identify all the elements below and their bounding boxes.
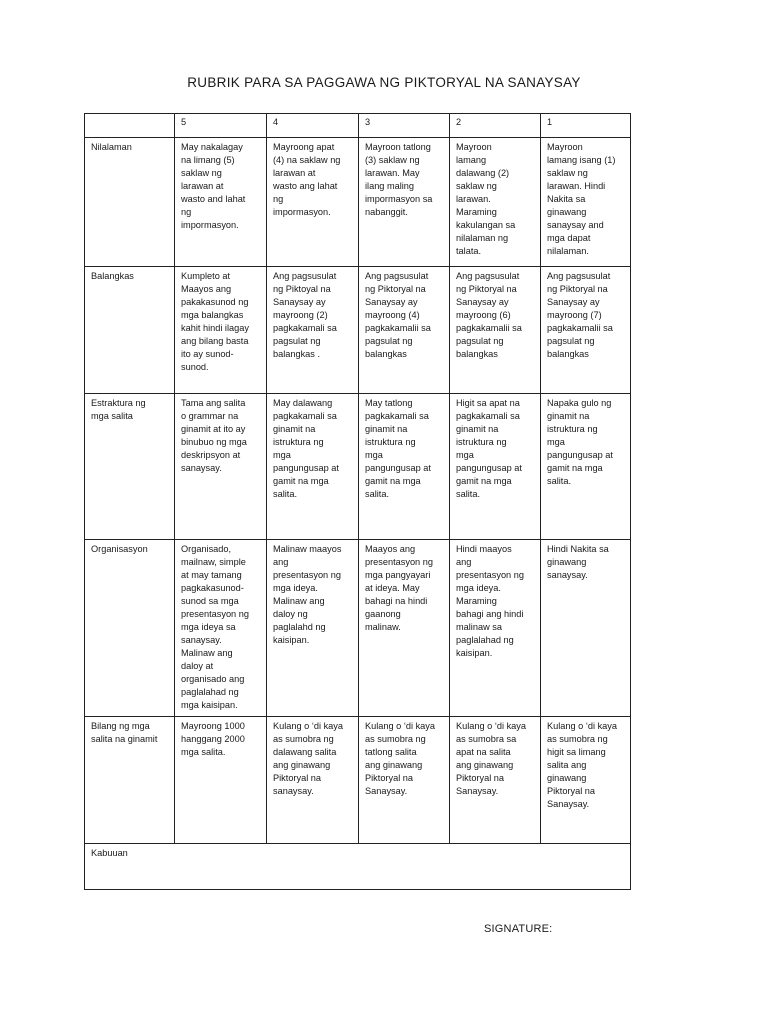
rubric-cell-4: May dalawang pagkakamali sa ginamit na istruktura ng mga pangungusap at gamit na mga salita. [267, 394, 359, 540]
rubric-cell-5: May nakalagay na limang (5) saklaw ng larawan at wasto and lahat ng impormasyon. [175, 138, 267, 267]
rubric-cell-1: Hindi Nakita sa ginawang sanaysay. [541, 540, 631, 717]
rubric-table [84, 113, 631, 890]
rubric-cell-1: Kulang o ‘di kaya as sumobra ng higit sa limang salita ang ginawang Piktoryal na Sanaysay. [541, 717, 631, 844]
total-label: Kabuuan [85, 844, 631, 890]
criterion-cell: Balangkas [85, 267, 175, 394]
rubric-cell-2: Kulang o ‘di kaya as sumobra sa apat na salita ang ginawang Piktoryal na Sanaysay. [450, 717, 541, 844]
page-title: RUBRIK PARA SA PAGGAWA NG PIKTORYAL NA SANAYSAY [187, 75, 581, 90]
rubric-cell-5: Tama ang salita o grammar na ginamit at ito ay binubuo ng mga deskripsyon at sanaysay. [175, 394, 267, 540]
header-cell-score-1: 1 [541, 114, 631, 138]
criterion-cell: Organisasyon [85, 540, 175, 717]
rubric-cell-4: Kulang o ‘di kaya as sumobra ng dalawang salita ang ginawang Piktoryal na sanaysay. [267, 717, 359, 844]
rubric-cell-3: Mayroon tatlong (3) saklaw ng larawan. May ilang maling impormasyon sa nabanggit. [359, 138, 450, 267]
criterion-cell: Nilalaman [85, 138, 175, 267]
header-cell-score-5: 5 [175, 114, 267, 138]
table-header-row [85, 114, 631, 138]
header-cell-score-4: 4 [267, 114, 359, 138]
rubric-cell-4: Ang pagsusulat ng Piktoyal na Sanaysay ay mayroong (2) pagkakamali sa pagsulat ng balangkas . [267, 267, 359, 394]
rubric-cell-3: Maayos ang presentasyon ng mga pangyayari at ideya. May bahagi na hindi gaanong malinaw. [359, 540, 450, 717]
rubric-cell-1: Ang pagsusulat ng Piktoryal na Sanaysay ay mayroong (7) pagkakamalii sa pagsulat ng balangkas [541, 267, 631, 394]
rubric-cell-2: Higit sa apat na pagkakamali sa ginamit na istruktura ng mga pangungusap at gamit na mga salita. [450, 394, 541, 540]
rubric-cell-3: May tatlong pagkakamali sa ginamit na istruktura ng mga pangungusap at gamit na mga salita. [359, 394, 450, 540]
rubric-cell-1: Mayroon lamang isang (1) saklaw ng larawan. Hindi Nakita sa ginawang sanaysay and mga dapat nilalaman. [541, 138, 631, 267]
rubric-cell-5: Kumpleto at Maayos ang pakakasunod ng mga balangkas kahit hindi ilagay ang bilang basta ito ay sunod- sunod. [175, 267, 267, 394]
table-row [85, 138, 631, 267]
table-row [85, 540, 631, 717]
rubric-cell-2: Mayroon lamang dalawang (2) saklaw ng larawan. Maraming kakulangan sa nilalaman ng talata. [450, 138, 541, 267]
signature-label: SIGNATURE: [484, 923, 553, 935]
header-cell-empty [85, 114, 175, 138]
rubric-cell-5: Mayroong 1000 hanggang 2000 mga salita. [175, 717, 267, 844]
table-row [85, 394, 631, 540]
rubric-cell-4: Malinaw maayos ang presentasyon ng mga ideya. Malinaw ang daloy ng paglalahd ng kaisipan. [267, 540, 359, 717]
rubric-cell-4: Mayroong apat (4) na saklaw ng larawan at wasto ang lahat ng impormasyon. [267, 138, 359, 267]
rubric-cell-3: Ang pagsusulat ng Piktoryal na Sanaysay ay mayroong (4) pagkakamalii sa pagsulat ng balangkas [359, 267, 450, 394]
rubric-cell-1: Napaka gulo ng ginamit na istruktura ng mga pangungusap at gamit na mga salita. [541, 394, 631, 540]
rubric-cell-2: Ang pagsusulat ng Piktoryal na Sanaysay ay mayroong (6) pagkakamalii sa pagsulat ng balangkas [450, 267, 541, 394]
rubric-cell-2: Hindi maayos ang presentasyon ng mga ideya. Maraming bahagi ang hindi malinaw sa paglalahad ng kaisipan. [450, 540, 541, 717]
criterion-cell: Estraktura ng mga salita [85, 394, 175, 540]
rubric-cell-5: Organisado, mailnaw, simple at may tamang pagkakasunod- sunod sa mga presentasyon ng mga ideya sa sanaysay. Malinaw ang daloy at organisado ang paglalahad ng mga kaisipan. [175, 540, 267, 717]
header-cell-score-2: 2 [450, 114, 541, 138]
total-row [85, 844, 631, 890]
rubric-cell-3: Kulang o ‘di kaya as sumobra ng tatlong salita ang ginawang Piktoryal na Sanaysay. [359, 717, 450, 844]
table-row [85, 267, 631, 394]
header-cell-score-3: 3 [359, 114, 450, 138]
table-row [85, 717, 631, 844]
criterion-cell: Bilang ng mga salita na ginamit [85, 717, 175, 844]
